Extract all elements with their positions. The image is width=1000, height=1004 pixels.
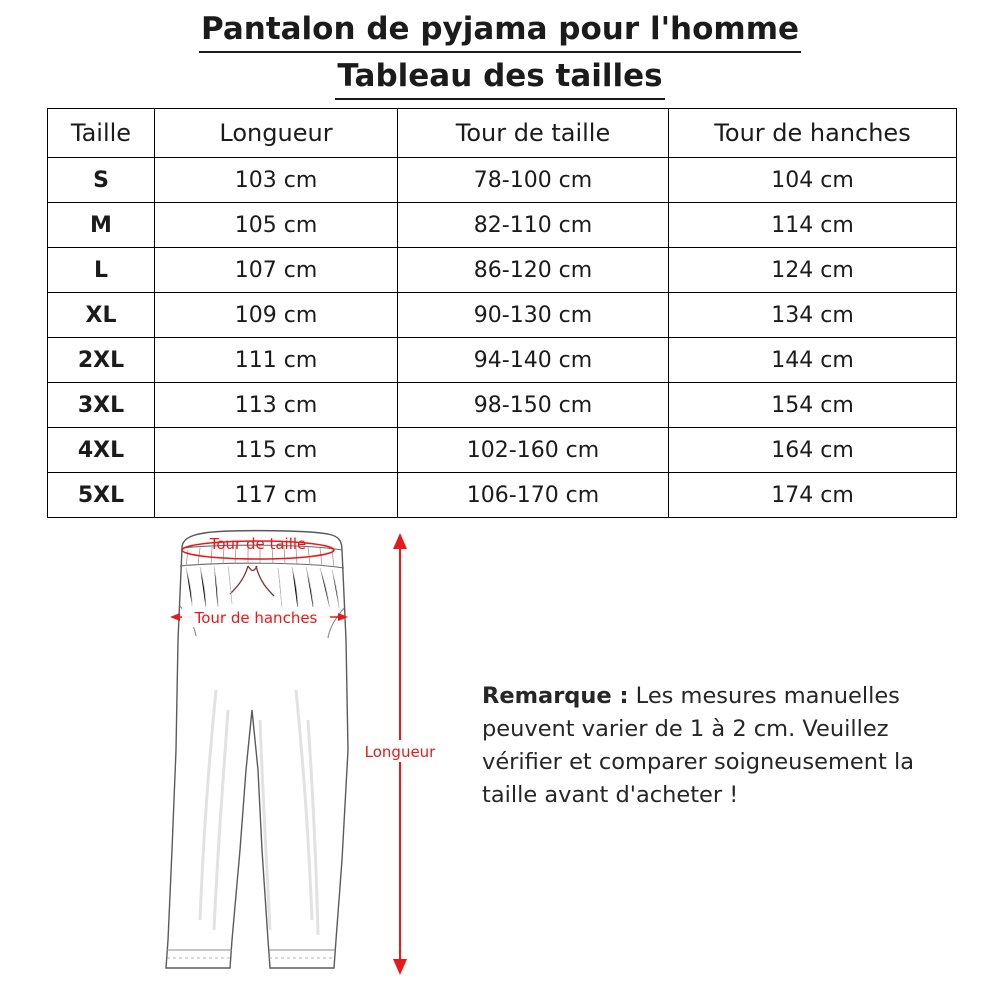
hip-arrow-left	[170, 613, 180, 621]
note-label: Remarque :	[482, 683, 629, 709]
hip-measure-label: Tour de hanches	[194, 609, 318, 627]
title-line-2: Tableau des tailles	[335, 55, 664, 100]
column-header-length: Longueur	[155, 109, 398, 158]
cell-waist: 86-120 cm	[398, 248, 669, 293]
cell-size: L	[48, 248, 155, 293]
cell-hip: 164 cm	[669, 428, 957, 473]
cell-length: 109 cm	[155, 293, 398, 338]
cell-size: M	[48, 203, 155, 248]
cell-length: 115 cm	[155, 428, 398, 473]
cell-length: 105 cm	[155, 203, 398, 248]
cell-waist: 102-160 cm	[398, 428, 669, 473]
length-arrow-bottom	[393, 959, 407, 975]
cell-size: 5XL	[48, 473, 155, 518]
cell-hip: 104 cm	[669, 158, 957, 203]
cell-waist: 94-140 cm	[398, 338, 669, 383]
cell-hip: 114 cm	[669, 203, 957, 248]
length-measure-label: Longueur	[364, 743, 436, 761]
column-header-hip: Tour de hanches	[669, 109, 957, 158]
waist-measure-label: Tour de taille	[209, 535, 307, 553]
cell-hip: 174 cm	[669, 473, 957, 518]
cell-size: S	[48, 158, 155, 203]
note-text: Les mesures manuelles peuvent varier de 1 à 2 cm. Veuillez vérifier et comparer soigneusement la taille avant d'acheter !	[482, 683, 915, 808]
cell-waist: 82-110 cm	[398, 203, 669, 248]
cell-size: XL	[48, 293, 155, 338]
cell-waist: 90-130 cm	[398, 293, 669, 338]
hip-arrow-right	[338, 613, 348, 621]
cell-waist: 98-150 cm	[398, 383, 669, 428]
cell-length: 117 cm	[155, 473, 398, 518]
cell-hip: 154 cm	[669, 383, 957, 428]
cell-waist: 78-100 cm	[398, 158, 669, 203]
cell-length: 113 cm	[155, 383, 398, 428]
column-header-size: Taille	[48, 109, 155, 158]
cell-length: 111 cm	[155, 338, 398, 383]
cell-length: 103 cm	[155, 158, 398, 203]
column-header-waist: Tour de taille	[398, 109, 669, 158]
cell-length: 107 cm	[155, 248, 398, 293]
cell-size: 3XL	[48, 383, 155, 428]
cell-hip: 144 cm	[669, 338, 957, 383]
cell-hip: 124 cm	[669, 248, 957, 293]
cell-hip: 134 cm	[669, 293, 957, 338]
cell-waist: 106-170 cm	[398, 473, 669, 518]
length-arrow-top	[393, 533, 407, 549]
cell-size: 4XL	[48, 428, 155, 473]
title-line-1: Pantalon de pyjama pour l'homme	[199, 8, 801, 53]
cell-size: 2XL	[48, 338, 155, 383]
measurement-note	[482, 680, 952, 812]
